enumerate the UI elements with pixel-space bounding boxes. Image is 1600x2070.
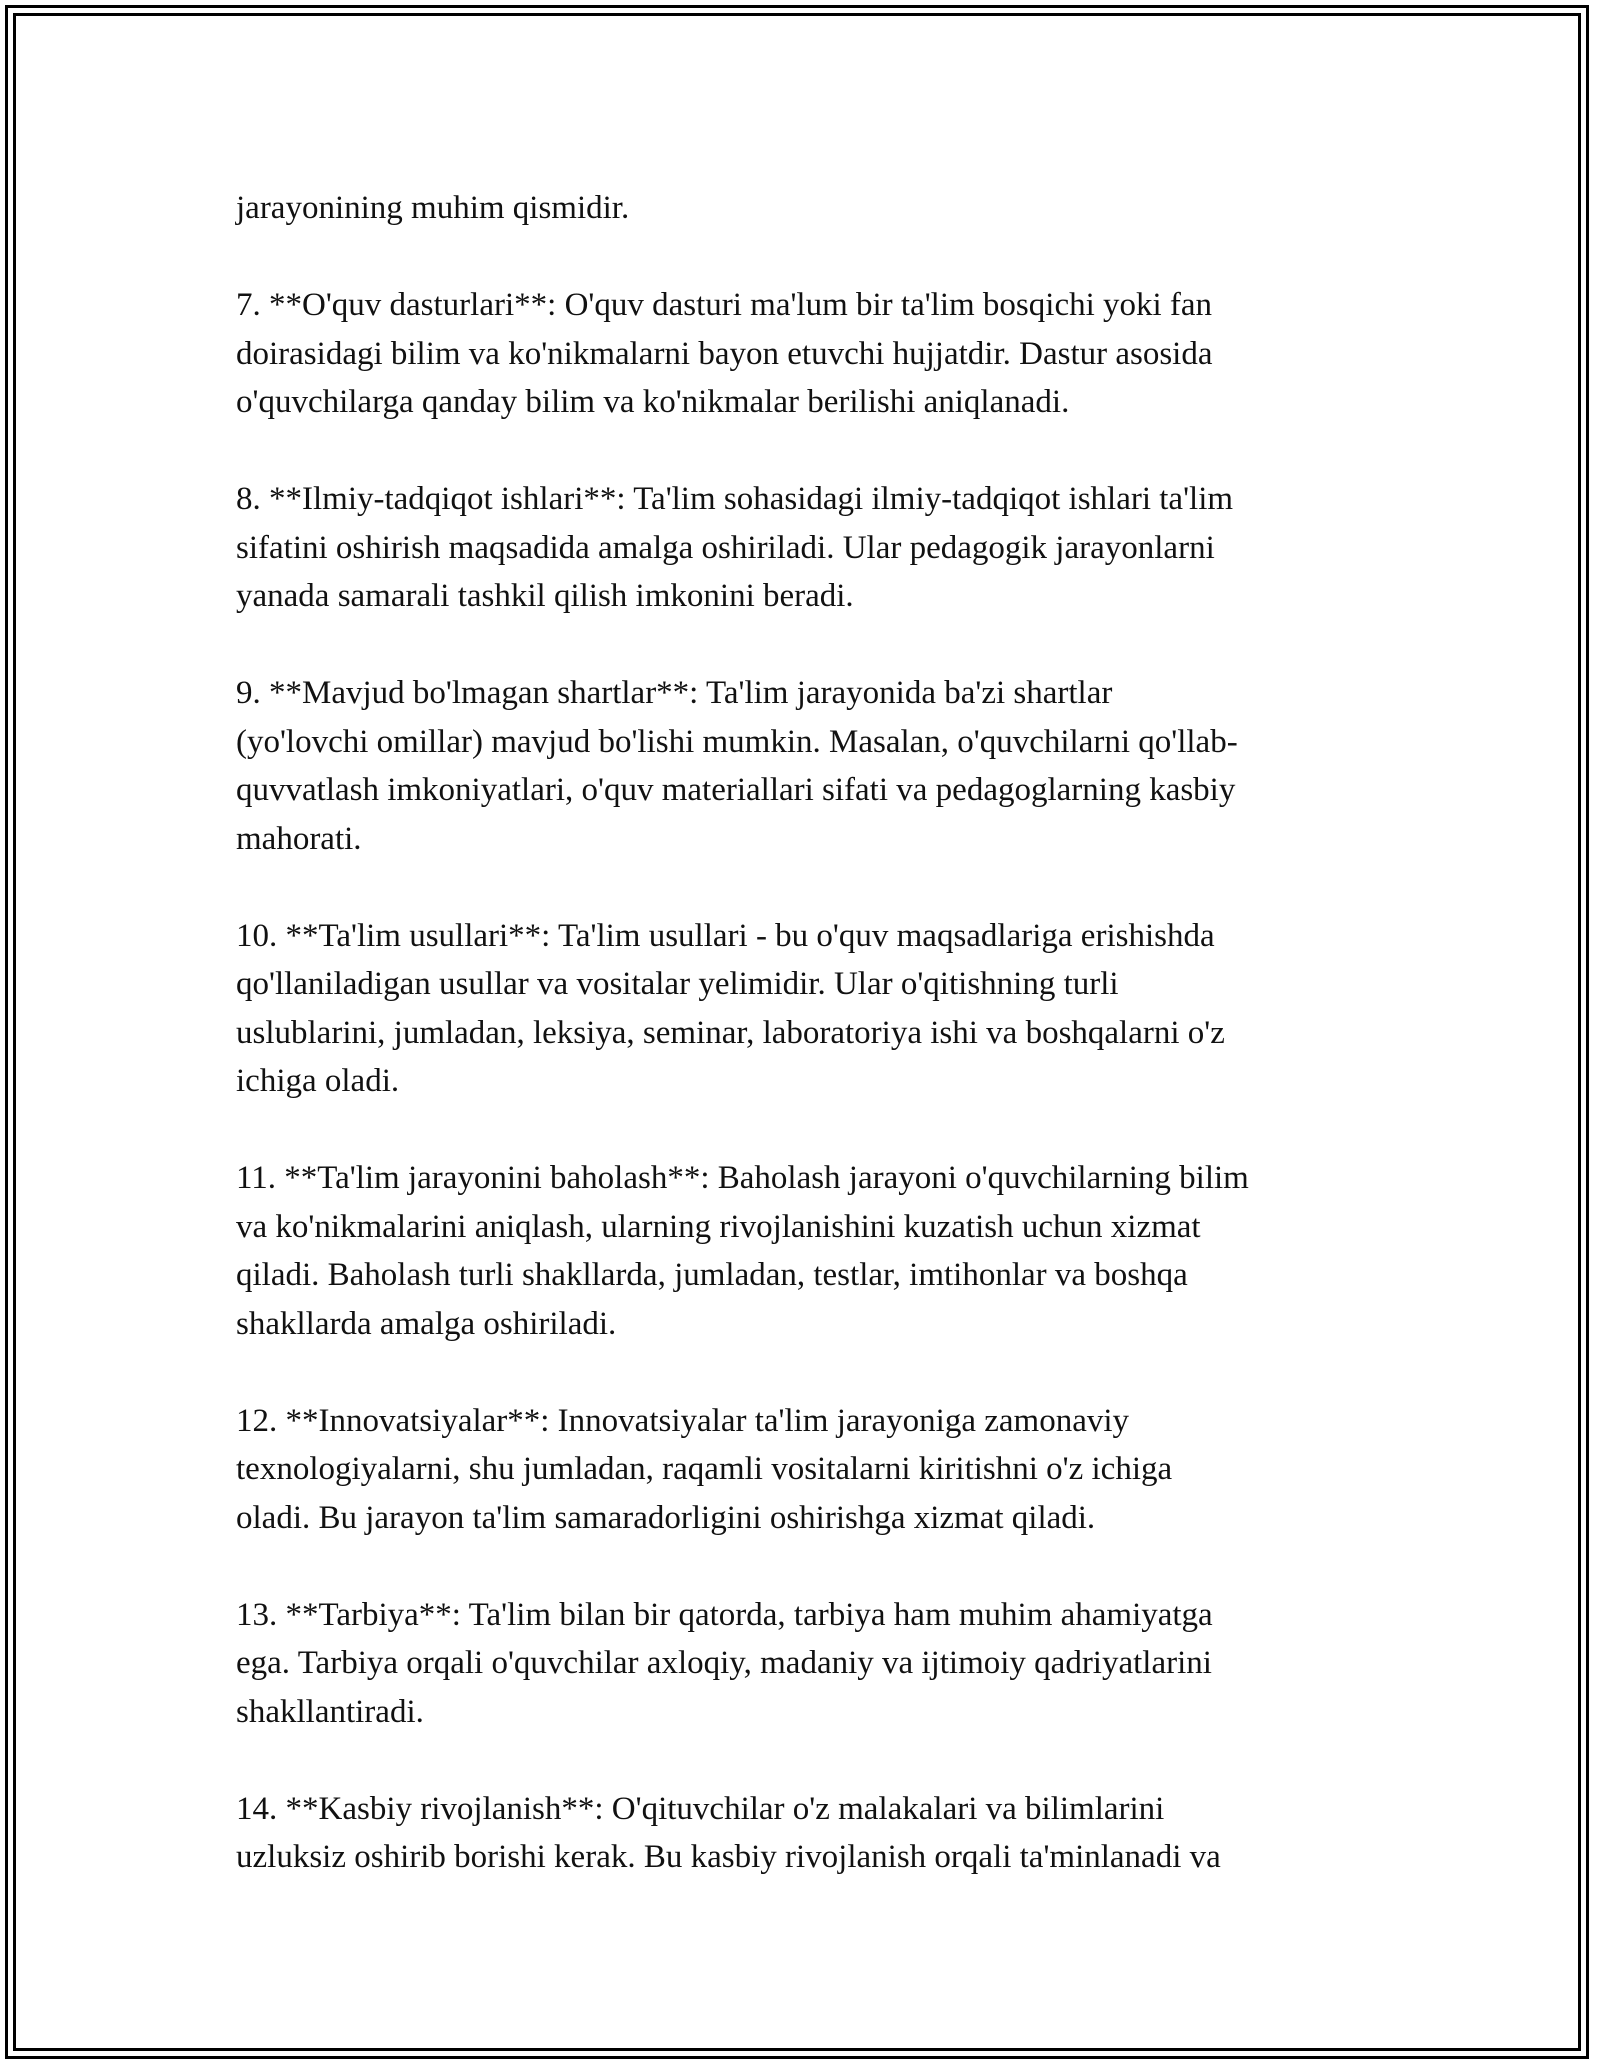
paragraph-item-14: 14. **Kasbiy rivojlanish**: O'qituvchilar o'z malakalari va bilimlarini uzluksiz oshirib borishi kerak. Bu kasbiy rivojlanish orqali ta'minlanadi va — [236, 1790, 1221, 1875]
paragraph-item-9: 9. **Mavjud bo'lmagan shartlar**: Ta'lim jarayonida ba'zi shartlar (yo'lovchi omillar) mavjud bo'lishi mumkin. Masalan, o'quvchilarni qo'llab- quvvatlash imkoniyatlari, o'quv materiallari sifati va pedagoglarning kasbiy mahorati. — [236, 675, 1238, 857]
paragraph-continuation: jarayonining muhim qismidir. — [236, 190, 630, 226]
paragraph-item-10: 10. **Ta'lim usullari**: Ta'lim usullari - bu o'quv maqsadlariga erishishda qo'llaniladigan usullar va vositalar yelimidir. Ular o'qitishning turli uslublarini, jumladan, leksiya, seminar, laboratoriya ishi va boshqalarni o'z ichiga oladi. — [236, 917, 1225, 1099]
paragraph-item-13: 13. **Tarbiya**: Ta'lim bilan bir qatorda, tarbiya ham muhim ahamiyatga ega. Tarbiya orqali o'quvchilar axloqiy, madaniy va ijtimoiy qadriyatlarini shakllantiradi. — [236, 1596, 1213, 1730]
paragraph-item-8: 8. **Ilmiy-tadqiqot ishlari**: Ta'lim sohasidagi ilmiy-tadqiqot ishlari ta'lim sifatini oshirish maqsadida amalga oshiriladi. Ular pedagogik jarayonlarni yanada samarali tashkil qilish imkonini beradi. — [236, 481, 1234, 614]
document-body — [236, 184, 1386, 1930]
paragraph-item-7: 7. **O'quv dasturlari**: O'quv dasturi ma'lum bir ta'lim bosqichi yoki fan doirasidagi bilim va ko'nikmalarni bayon etuvchi hujjatdir. Dastur asosida o'quvchilarga qanday bilim va ko'nikmalar berilishi aniqlanadi. — [236, 287, 1213, 420]
paragraph-item-11: 11. **Ta'lim jarayonini baholash**: Baholash jarayoni o'quvchilarning bilim va ko'nikmalarini aniqlash, ularning rivojlanishini kuzatish uchun xizmat qiladi. Baholash turli shakllarda, jumladan, testlar, imtihonlar va boshqa shakllarda amalga oshiriladi. — [236, 1160, 1249, 1342]
paragraph-item-12: 12. **Innovatsiyalar**: Innovatsiyalar ta'lim jarayoniga zamonaviy texnologiyalarni, shu jumladan, raqamli vositalarni kiritishni o'z ichiga oladi. Bu jarayon ta'lim samaradorligini oshirishga xizmat qiladi. — [236, 1402, 1173, 1536]
